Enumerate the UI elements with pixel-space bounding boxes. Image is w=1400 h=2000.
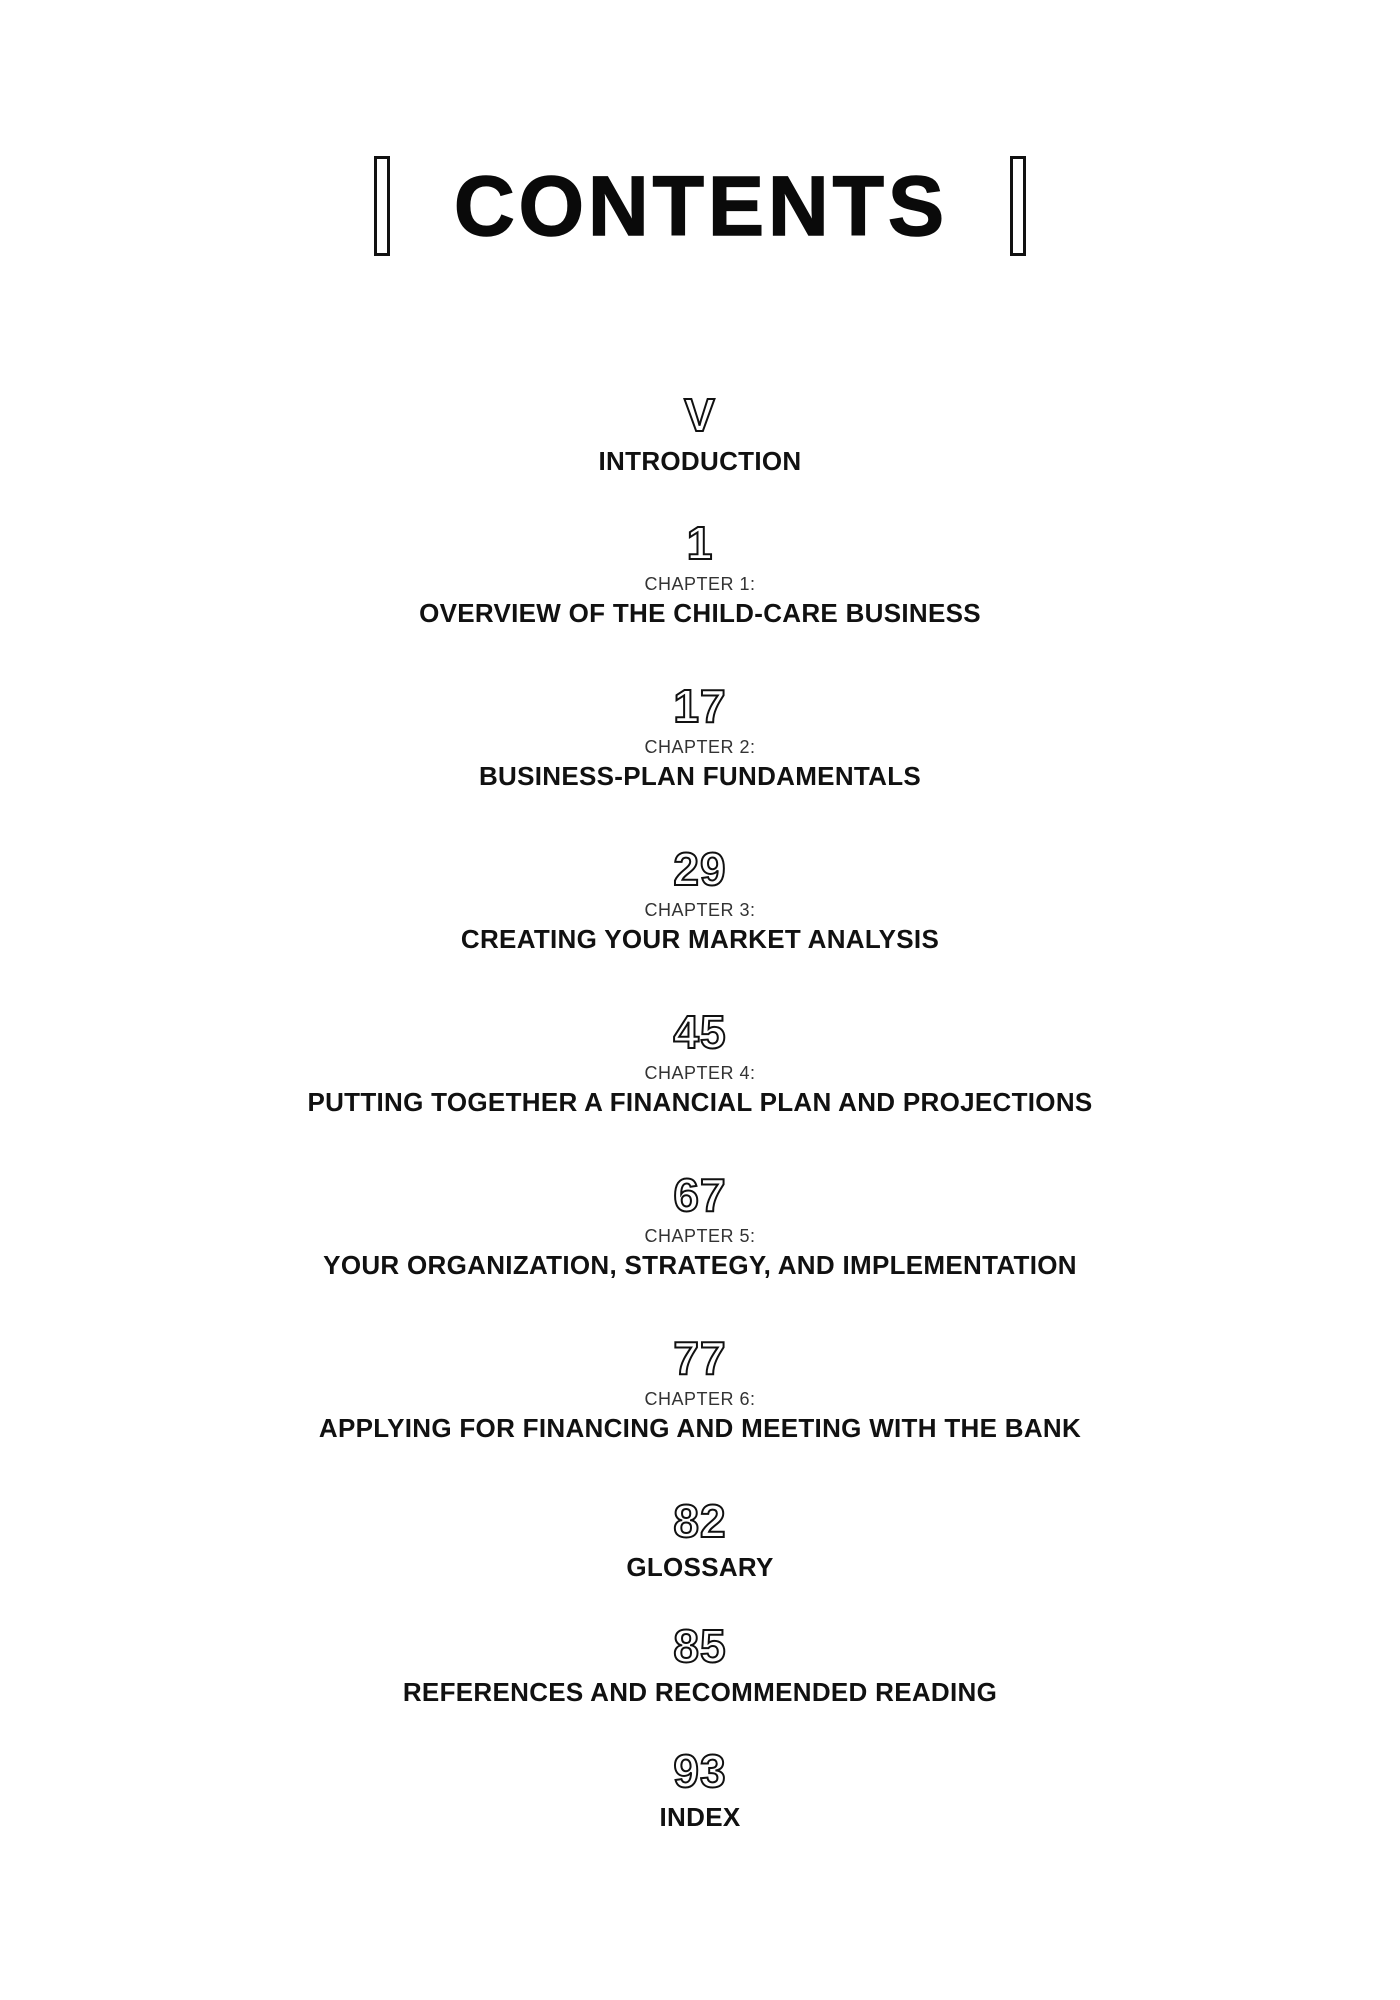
toc-entry-chapter-5[interactable] xyxy=(0,1169,1400,1280)
toc-entry-title: APPLYING FOR FINANCING AND MEETING WITH THE BANK xyxy=(318,1413,1082,1443)
toc-chapter-label: CHAPTER 6: xyxy=(644,1389,756,1409)
toc-entry-title: INTRODUCTION xyxy=(598,446,802,476)
right-bracket-decoration xyxy=(1010,156,1026,256)
contents-header xyxy=(0,148,1400,264)
toc-entry-introduction[interactable] xyxy=(0,389,1400,476)
toc-chapter-label: CHAPTER 3: xyxy=(644,900,756,920)
toc-page-number: 77 xyxy=(673,1332,727,1384)
toc-page-number: 45 xyxy=(673,1006,727,1058)
toc-entry-references[interactable] xyxy=(0,1620,1400,1707)
toc-entry-chapter-3[interactable] xyxy=(0,843,1400,954)
toc-page-number: 82 xyxy=(673,1495,727,1547)
toc-entry-glossary[interactable] xyxy=(0,1495,1400,1582)
toc-page-number: 29 xyxy=(673,843,727,895)
toc-entry-title: REFERENCES AND RECOMMENDED READING xyxy=(402,1677,998,1707)
toc-chapter-label: CHAPTER 2: xyxy=(644,737,756,757)
toc-entry-title: INDEX xyxy=(659,1802,741,1832)
toc-entry-chapter-4[interactable] xyxy=(0,1006,1400,1117)
toc-page-number: 1 xyxy=(686,517,714,569)
toc-page-number: 85 xyxy=(673,1620,727,1672)
toc-chapter-label: CHAPTER 4: xyxy=(644,1063,756,1083)
toc-page-number: 67 xyxy=(673,1169,727,1221)
toc-page-number: 17 xyxy=(673,680,727,732)
page-title: CONTENTS xyxy=(454,159,948,253)
toc-page-number: V xyxy=(684,389,716,441)
toc-chapter-label: CHAPTER 5: xyxy=(644,1226,756,1246)
toc-entry-title: PUTTING TOGETHER A FINANCIAL PLAN AND PROJECTIONS xyxy=(307,1087,1093,1117)
toc-entry-title: OVERVIEW OF THE CHILD-CARE BUSINESS xyxy=(419,598,981,628)
toc-chapter-label: CHAPTER 1: xyxy=(644,574,756,594)
toc-entry-title: GLOSSARY xyxy=(626,1552,774,1582)
toc-entry-chapter-6[interactable] xyxy=(0,1332,1400,1443)
toc-page-number: 93 xyxy=(673,1745,727,1797)
toc-entry-title: YOUR ORGANIZATION, STRATEGY, AND IMPLEMENTATION xyxy=(323,1250,1077,1280)
toc-entry-chapter-2[interactable] xyxy=(0,680,1400,791)
toc-entry-chapter-1[interactable] xyxy=(0,517,1400,628)
left-bracket-decoration xyxy=(374,156,390,256)
toc-entry-title: BUSINESS-PLAN FUNDAMENTALS xyxy=(478,761,922,791)
toc-entry-title: CREATING YOUR MARKET ANALYSIS xyxy=(460,924,940,954)
toc-entry-index[interactable] xyxy=(0,1745,1400,1832)
